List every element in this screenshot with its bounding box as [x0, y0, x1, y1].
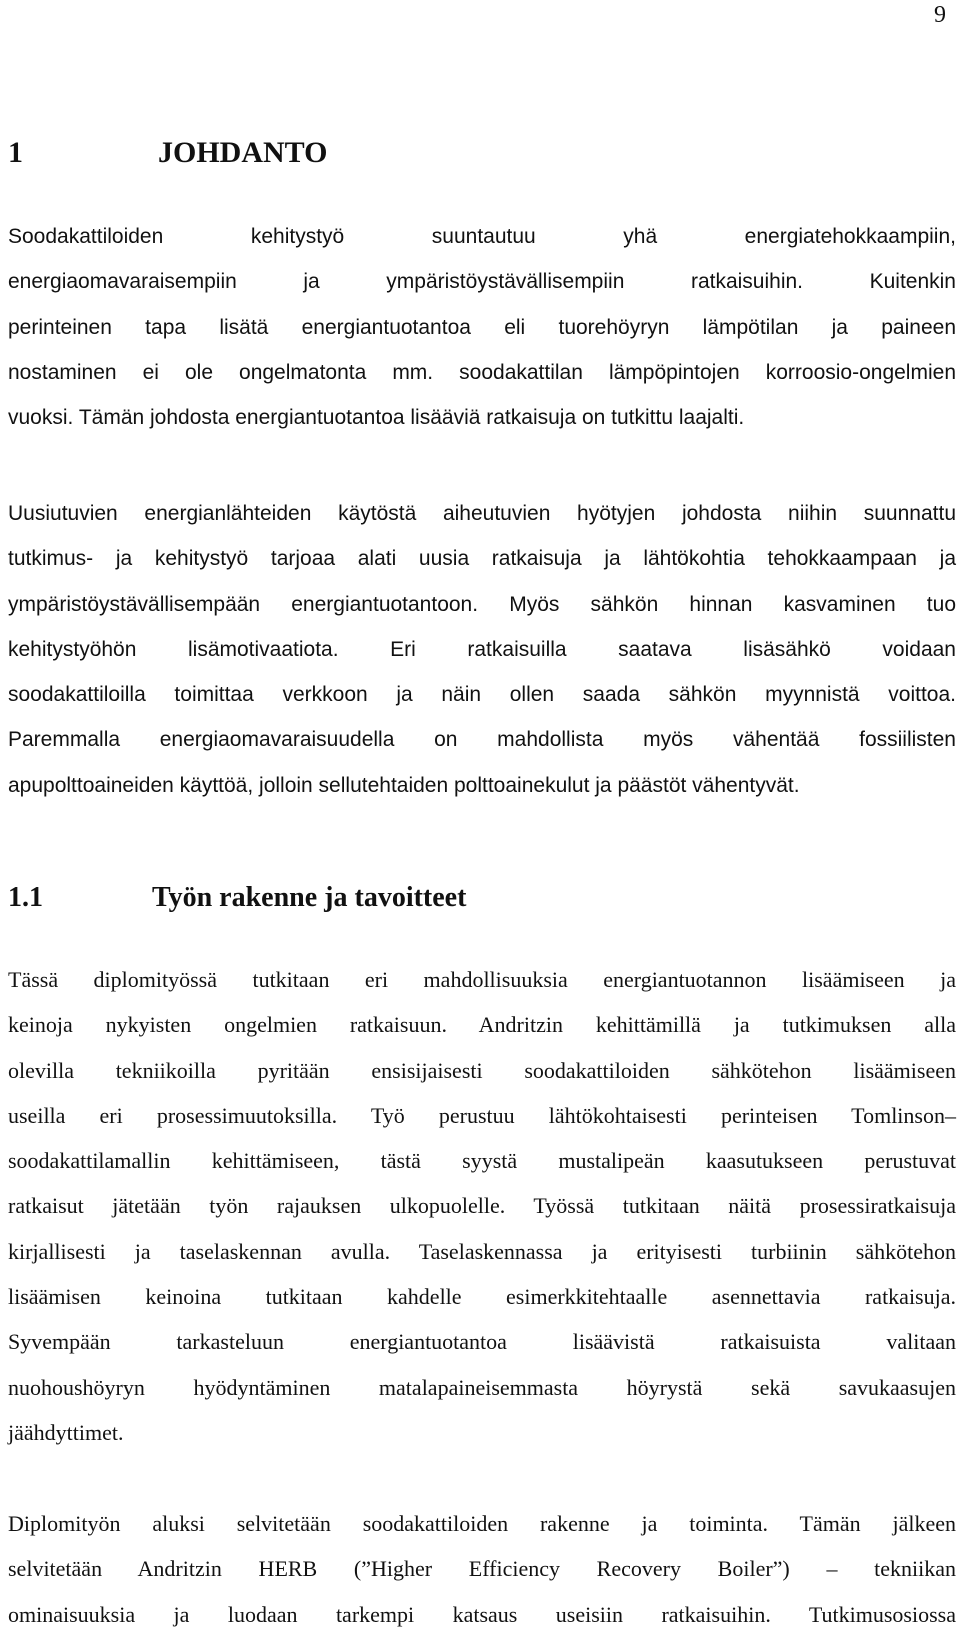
paragraph-line: Soodakattiloiden kehitystyö suuntautuu yhä energiatehokkaampiin,: [8, 225, 956, 248]
paragraph-line: perinteinen tapa lisätä energiantuotantoa eli tuorehöyryn lämpötilan ja paineen: [8, 315, 956, 339]
section-heading: [8, 882, 466, 914]
section-title: Työn rakenne ja tavoitteet: [152, 882, 467, 913]
paragraph-line: energiaomavaraisempiin ja ympäristöystävällisempiin ratkaisuihin. Kuitenkin: [8, 270, 956, 294]
paragraph-line: Tässä diplomityössä tutkitaan eri mahdollisuuksia energiantuotannon lisäämiseen ja: [8, 967, 956, 992]
page-number: 9: [934, 2, 946, 28]
paragraph-line: ratkaisut jätetään työn rajauksen ulkopuolelle. Työssä tutkitaan näitä prosessiratkaisuja: [8, 1193, 956, 1219]
paragraph-line: vuoksi. Tämän johdosta energiantuotantoa lisääviä ratkaisuja on tutkittu laajalti.: [8, 406, 745, 430]
paragraph-line: jäähdyttimet.: [8, 1419, 124, 1445]
paragraph-line: kirjallisesti ja taselaskennan avulla. Taselaskennassa ja erityisesti turbiinin sähkötehon: [8, 1238, 956, 1264]
paragraph-line: olevilla tekniikoilla pyritään ensisijaisesti soodakattiloiden sähkötehon lisäämiseen: [8, 1057, 956, 1083]
paragraph-line: nuohoushöyryn hyödyntäminen matalapaineisemmasta höyrystä sekä savukaasujen: [8, 1374, 956, 1400]
section-paragraph-1: [8, 957, 956, 1455]
paragraph-line: useilla eri prosessimuutoksilla. Työ perustuu lähtökohtaisesti perinteisen Tomlinson–: [8, 1102, 956, 1128]
paragraph-line: apupolttoaineiden käyttöä, jolloin sellutehtaiden polttoainekulut ja päästöt vähentyvät.: [8, 773, 800, 797]
paragraph-line: soodakattiloilla toimittaa verkkoon ja näin ollen saada sähkön myynnistä voittoa.: [8, 683, 956, 707]
paragraph-line: soodakattilamallin kehittämiseen, tästä syystä mustalipeän kaasutukseen perustuvat: [8, 1148, 956, 1174]
chapter-title: JOHDANTO: [158, 136, 328, 169]
paragraph-line: Uusiutuvien energianlähteiden käytöstä aiheutuvien hyötyjen johdosta niihin suunnattu: [8, 502, 956, 525]
paragraph-line: tutkimus- ja kehitystyö tarjoaa alati uusia ratkaisuja ja lähtökohtia tehokkaampaan ja: [8, 547, 956, 571]
paragraph-line: Diplomityön aluksi selvitetään soodakattiloiden rakenne ja toiminta. Tämän jälkeen: [8, 1511, 956, 1536]
chapter-number: 1: [8, 136, 23, 169]
paragraph-line: ominaisuuksia ja luodaan tarkempi katsaus useisiin ratkaisuihin. Tutkimusosiossa: [8, 1601, 956, 1627]
paragraph-line: keinoja nykyisten ongelmien ratkaisuun. Andritzin kehittämillä ja tutkimuksen alla: [8, 1012, 956, 1038]
paragraph-line: nostaminen ei ole ongelmatonta mm. soodakattilan lämpöpintojen korroosio-ongelmien: [8, 360, 956, 384]
paragraph-line: Paremmalla energiaomavaraisuudella on mahdollista myös vähentää fossiilisten: [8, 728, 956, 752]
chapter-paragraph-1: [8, 214, 956, 440]
chapter-paragraph-2: [8, 491, 956, 808]
section-number: 1.1: [8, 882, 43, 913]
paragraph-line: lisäämisen keinoina tutkitaan kahdelle esimerkkitehtaalle asennettavia ratkaisuja.: [8, 1284, 956, 1310]
paragraph-line: selvitetään Andritzin HERB (”Higher Efficiency Recovery Boiler”) – tekniikan: [8, 1556, 956, 1582]
paragraph-line: ympäristöystävällisempään energiantuotantoon. Myös sähkön hinnan kasvaminen tuo: [8, 592, 956, 616]
paragraph-line: Syvempään tarkasteluun energiantuotantoa lisäävistä ratkaisuista valitaan: [8, 1329, 956, 1355]
chapter-heading: [8, 136, 327, 170]
paragraph-line: kehitystyöhön lisämotivaatiota. Eri ratkaisuilla saatava lisäsähkö voidaan: [8, 637, 956, 661]
section-paragraph-2: [8, 1501, 956, 1637]
